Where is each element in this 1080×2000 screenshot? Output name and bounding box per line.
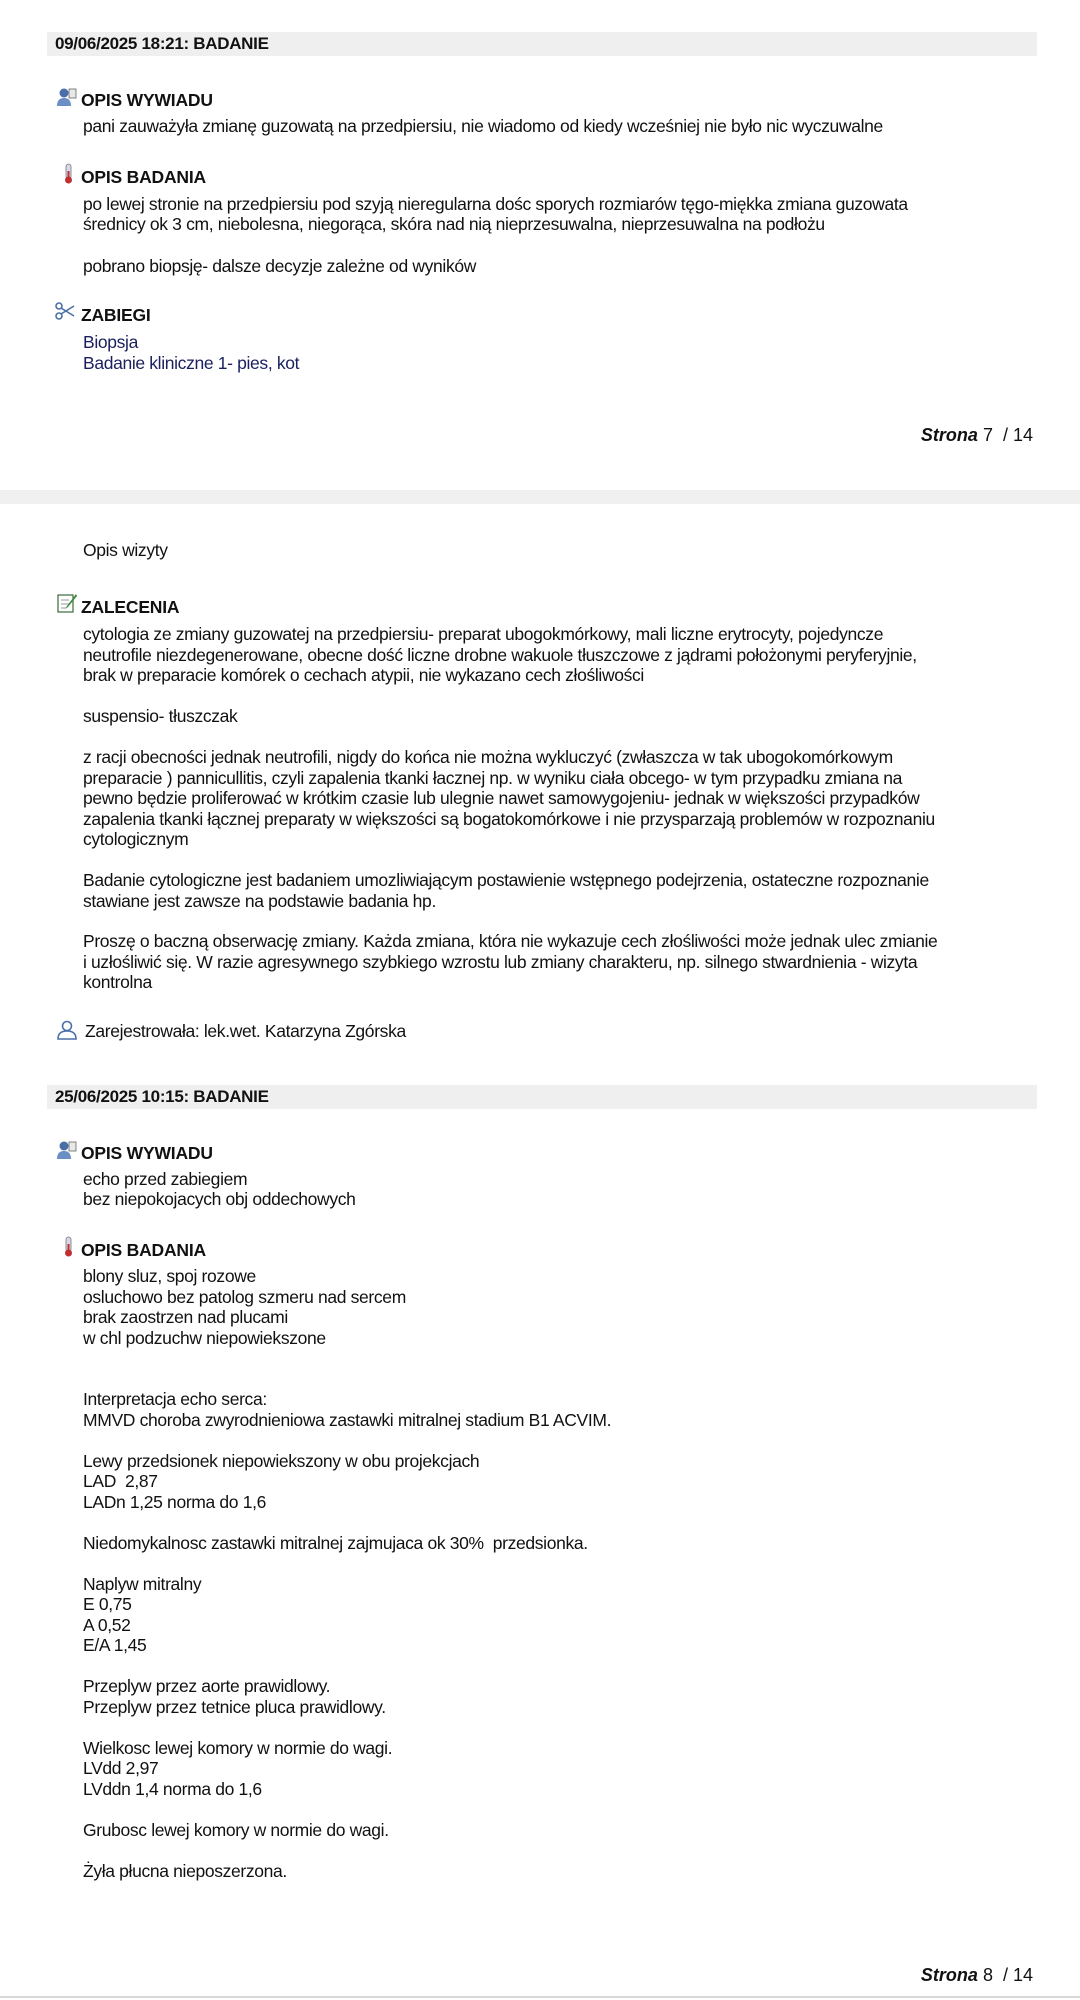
- echo-line: Interpretacja echo serca:: [83, 1389, 267, 1409]
- page-number: [921, 424, 1033, 446]
- echo-line: E 0,75: [83, 1594, 132, 1614]
- interview-text: pani zauważyła zmianę guzowatą na przedpiersiu, nie wiadomo od kiedy wcześniej nie było nic wyczuwalne: [83, 116, 883, 136]
- exam-text-line: średnicy ok 3 cm, niebolesna, niegorąca, skóra nad nią nieprzesuwalna, nieprzesuwalna na podłożu: [83, 214, 825, 234]
- echo-line: Niedomykalnosc zastawki mitralnej zajmujaca ok 30% przedsionka.: [83, 1533, 588, 1553]
- page-label: Strona: [920, 425, 978, 445]
- echo-line: Naplyw mitralny: [83, 1574, 202, 1594]
- exam-line: brak zaostrzen nad plucami: [83, 1307, 288, 1327]
- visit-header: 25/06/2025 10:15: BADANIE: [47, 1085, 1037, 1109]
- echo-line: Wielkosc lewej komory w normie do wagi.: [83, 1738, 393, 1758]
- page-number: [921, 1964, 1033, 1986]
- echo-line: LAD 2,87: [83, 1471, 158, 1491]
- rec-line: Badanie cytologiczne jest badaniem umozliwiającym postawienie wstępnego podejrzenia, ostateczne rozpoznanie: [83, 870, 929, 890]
- echo-line: Żyła płucna nieposzerzona.: [83, 1861, 287, 1881]
- rec-line: stawiane jest zawsze na podstawie badania hp.: [83, 891, 436, 911]
- page-current: 8: [982, 1965, 993, 1985]
- exam-heading: OPIS BADANIA: [81, 167, 206, 187]
- echo-line: A 0,52: [83, 1615, 131, 1635]
- rec-line: i uzłośliwić się. W razie agresywnego szybkiego wzrostu lub zmiany charakteru, np. silnego stwardnienia - wizyta: [83, 952, 918, 972]
- echo-line: Przeplyw przez aorte prawidlowy.: [83, 1676, 331, 1696]
- page-label: Strona: [920, 1965, 978, 1985]
- echo-line: E/A 1,45: [83, 1635, 147, 1655]
- interview-line: bez niepokojacych obj oddechowych: [83, 1189, 356, 1209]
- exam-line: blony sluz, spoj rozowe: [83, 1266, 256, 1286]
- exam-heading: OPIS BADANIA: [81, 1240, 206, 1260]
- procedure-item: Biopsja: [83, 332, 138, 352]
- doctor-icon: [56, 86, 78, 108]
- echo-line: LADn 1,25 norma do 1,6: [83, 1492, 266, 1512]
- echo-line: MMVD choroba zwyrodnieniowa zastawki mitralnej stadium B1 ACVIM.: [83, 1410, 612, 1430]
- echo-line: Lewy przedsionek niepowiekszony w obu projekcjach: [83, 1451, 480, 1471]
- recommendations-heading: ZALECENIA: [81, 597, 180, 617]
- registered-by: Zarejestrowała: lek.wet. Katarzyna Zgórska: [85, 1021, 406, 1041]
- thermometer-icon: [58, 163, 80, 185]
- echo-line: Przeplyw przez tetnice pluca prawidlowy.: [83, 1697, 386, 1717]
- procedure-item: Badanie kliniczne 1- pies, kot: [83, 353, 300, 373]
- page-bottom-edge: [0, 1996, 1080, 1998]
- rec-line: z racji obecności jednak neutrofili, nigdy do końca nie można wykluczyć (zwłaszcza w tak ubogokomórkowym: [83, 747, 893, 767]
- exam-line: osluchowo bez patolog szmeru nad sercem: [83, 1287, 406, 1307]
- interview-heading: OPIS WYWIADU: [81, 90, 213, 110]
- page-total: / 14: [1002, 425, 1033, 445]
- page-total: / 14: [1002, 1965, 1033, 1985]
- echo-line: Grubosc lewej komory w normie do wagi.: [83, 1820, 389, 1840]
- exam-text-line: pobrano biopsję- dalsze decyzje zależne od wyników: [83, 256, 477, 276]
- interview-heading: OPIS WYWIADU: [81, 1143, 213, 1163]
- interview-line: echo przed zabiegiem: [83, 1169, 248, 1189]
- rec-line: zapalenia tkanki łącznej preparaty w większości są bogatokomórkowe i nie przysparzają problemów w rozpoznaniu: [83, 809, 935, 829]
- procedures-heading: ZABIEGI: [81, 305, 151, 325]
- user-icon: [56, 1019, 78, 1041]
- doctor-icon: [56, 1139, 78, 1161]
- rec-line: cytologicznym: [83, 829, 189, 849]
- visit-description-label: Opis wizyty: [83, 540, 168, 560]
- rec-line: brak w preparacie komórek o cechach atypii, nie wykazano cech złośliwości: [83, 665, 644, 685]
- rec-line: Proszę o baczną obserwację zmiany. Każda zmiana, która nie wykazuje cech złośliwości może jednak ulec zmianie: [83, 931, 938, 951]
- rec-line: suspensio- tłuszczak: [83, 706, 238, 726]
- rec-line: preparacie ) pannicullitis, czyli zapalenia tkanki łacznej np. w wyniku ciała obcego- w tym przypadku zmiana na: [83, 768, 903, 788]
- echo-line: LVddn 1,4 norma do 1,6: [83, 1779, 262, 1799]
- visit-header: 09/06/2025 18:21: BADANIE: [47, 32, 1037, 56]
- echo-line: LVdd 2,97: [83, 1758, 159, 1778]
- rec-line: neutrofile niezdegenerowane, obecne dość liczne drobne wakuole tłuszczowe z jądrami położonymi peryferyjnie,: [83, 645, 917, 665]
- rec-line: cytologia ze zmiany guzowatej na przedpiersiu- preparat ubogokmórkowy, mali liczne erytrocyty, pojedyncze: [83, 624, 884, 644]
- exam-line: w chl podzuchw niepowiekszone: [83, 1328, 326, 1348]
- rec-line: pewno będzie proliferować w krótkim czasie lub ulegnie nawet samowygojeniu- jednak w większości przypadków: [83, 788, 920, 808]
- page-break: [0, 490, 1080, 504]
- notepad-pencil-icon: [56, 592, 78, 614]
- exam-text-line: po lewej stronie na przedpiersiu pod szyją nieregularna dośc sporych rozmiarów tęgo-miękka zmiana guzowata: [83, 194, 908, 214]
- page-current: 7: [982, 425, 993, 445]
- rec-line: kontrolna: [83, 972, 152, 992]
- thermometer-icon: [58, 1236, 80, 1258]
- scissors-icon: [54, 300, 76, 322]
